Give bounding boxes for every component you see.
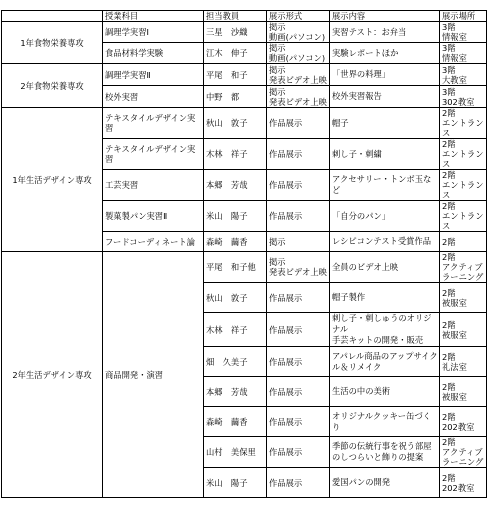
table-body (2, 22, 487, 498)
table-row (2, 108, 487, 139)
format-cell: 掲示 発表ビデオ上映 (267, 64, 330, 86)
course-cell: 調理学実習Ⅰ (103, 22, 204, 43)
content-cell: 帽子製作 (330, 283, 440, 313)
table-row (2, 64, 487, 86)
content-cell: 校外実習報告 (330, 86, 440, 108)
content-cell: 生活の中の美術 (330, 377, 440, 407)
place-cell: 2階 被服室 (440, 313, 487, 347)
teacher-cell: 山村 美保里 (204, 437, 267, 468)
content-cell: 「自分のパン」 (330, 201, 440, 232)
department-cell: 1年生活デザイン専攻 (2, 108, 103, 252)
department-cell: 2年生活デザイン専攻 (2, 252, 103, 498)
content-cell: 全員のビデオ上映 (330, 252, 440, 283)
header-cell: 担当教員 (204, 11, 267, 22)
format-cell: 掲示 動画(パソコン) (267, 43, 330, 64)
place-cell: 2階 エントランス (440, 201, 487, 232)
course-cell: 工芸実習 (103, 170, 204, 201)
teacher-cell: 三星 沙織 (204, 22, 267, 43)
teacher-cell: 森崎 繭香 (204, 232, 267, 252)
teacher-cell: 秋山 敦子 (204, 283, 267, 313)
format-cell: 作品展示 (267, 468, 330, 498)
teacher-cell: 木林 祥子 (204, 313, 267, 347)
teacher-cell: 米山 陽子 (204, 468, 267, 498)
format-cell: 作品展示 (267, 139, 330, 170)
format-cell: 掲示 (267, 232, 330, 252)
format-cell: 作品展示 (267, 377, 330, 407)
content-cell: 刺し子・刺繍 (330, 139, 440, 170)
course-cell: 商品開発・演習 (103, 252, 204, 498)
header-cell: 展示場所 (440, 11, 487, 22)
department-cell: 1年食物栄養専攻 (2, 22, 103, 64)
place-cell: 2階 202教室 (440, 468, 487, 498)
course-cell: テキスタイルデザイン実習 (103, 139, 204, 170)
format-cell: 作品展示 (267, 437, 330, 468)
place-cell: 2階 アクティブ ラーニング (440, 437, 487, 468)
content-cell: 実験レポートほか (330, 43, 440, 64)
place-cell: 2階 エントランス (440, 170, 487, 201)
place-cell: 3階 大教室 (440, 64, 487, 86)
course-cell: 調理学実習Ⅱ (103, 64, 204, 86)
format-cell: 掲示 発表ビデオ上映 (267, 86, 330, 108)
header-cell: 展示形式 (267, 11, 330, 22)
exhibit-table (1, 10, 487, 498)
format-cell: 作品展示 (267, 108, 330, 139)
content-cell: 愛国パンの開発 (330, 468, 440, 498)
table-row (2, 252, 487, 283)
teacher-cell: 森崎 繭香 (204, 407, 267, 437)
content-cell: 刺し子・刺しゅうのオリジナル 手芸キットの開発・販売 (330, 313, 440, 347)
place-cell: 2階 被服室 (440, 283, 487, 313)
header-cell (2, 11, 103, 22)
teacher-cell: 米山 陽子 (204, 201, 267, 232)
format-cell: 作品展示 (267, 283, 330, 313)
teacher-cell: 木林 祥子 (204, 139, 267, 170)
teacher-cell: 中野 都 (204, 86, 267, 108)
teacher-cell: 平尾 和子 (204, 64, 267, 86)
content-cell: 季節の伝統行事を祝う部屋 のしつらいと飾りの提案 (330, 437, 440, 468)
course-cell: 校外実習 (103, 86, 204, 108)
content-cell: 実習テスト：お弁当 (330, 22, 440, 43)
content-cell: アクセサリー・トンボ玉など (330, 170, 440, 201)
place-cell: 2階 エントランス (440, 108, 487, 139)
place-cell: 2階 被服室 (440, 377, 487, 407)
content-cell: オリジナルクッキー缶づくり (330, 407, 440, 437)
teacher-cell: 江木 伸子 (204, 43, 267, 64)
place-cell: 2階 202教室 (440, 407, 487, 437)
teacher-cell: 平尾 和子他 (204, 252, 267, 283)
course-cell: フードコーディネート論 (103, 232, 204, 252)
place-cell: 3階 302教室 (440, 86, 487, 108)
content-cell: レシピコンテスト受賞作品 (330, 232, 440, 252)
course-cell: 食品材料学実験 (103, 43, 204, 64)
header-row (2, 11, 487, 22)
format-cell: 作品展示 (267, 201, 330, 232)
table-row (2, 22, 487, 43)
header-cell: 授業科目 (103, 11, 204, 22)
header-cell: 展示内容 (330, 11, 440, 22)
format-cell: 掲示 動画(パソコン) (267, 22, 330, 43)
teacher-cell: 本郷 芳哉 (204, 377, 267, 407)
format-cell: 作品展示 (267, 313, 330, 347)
department-cell: 2年食物栄養専攻 (2, 64, 103, 108)
format-cell: 作品展示 (267, 347, 330, 377)
format-cell: 掲示 発表ビデオ上映 (267, 252, 330, 283)
place-cell: 2階 エントランス (440, 139, 487, 170)
place-cell: 3階 情報室 (440, 43, 487, 64)
course-cell: テキスタイルデザイン実習 (103, 108, 204, 139)
place-cell: 2階 アクティブ ラーニング (440, 252, 487, 283)
teacher-cell: 畑 久美子 (204, 347, 267, 377)
content-cell: アパレル商品のアップサイク ル＆リメイク (330, 347, 440, 377)
place-cell: 3階 情報室 (440, 22, 487, 43)
format-cell: 作品展示 (267, 170, 330, 201)
teacher-cell: 本郷 芳哉 (204, 170, 267, 201)
format-cell: 作品展示 (267, 407, 330, 437)
place-cell: 2階 (440, 232, 487, 252)
teacher-cell: 秋山 敦子 (204, 108, 267, 139)
content-cell: 帽子 (330, 108, 440, 139)
content-cell: 「世界の料理」 (330, 64, 440, 86)
course-cell: 製菓製パン実習Ⅱ (103, 201, 204, 232)
place-cell: 2階 礼法室 (440, 347, 487, 377)
